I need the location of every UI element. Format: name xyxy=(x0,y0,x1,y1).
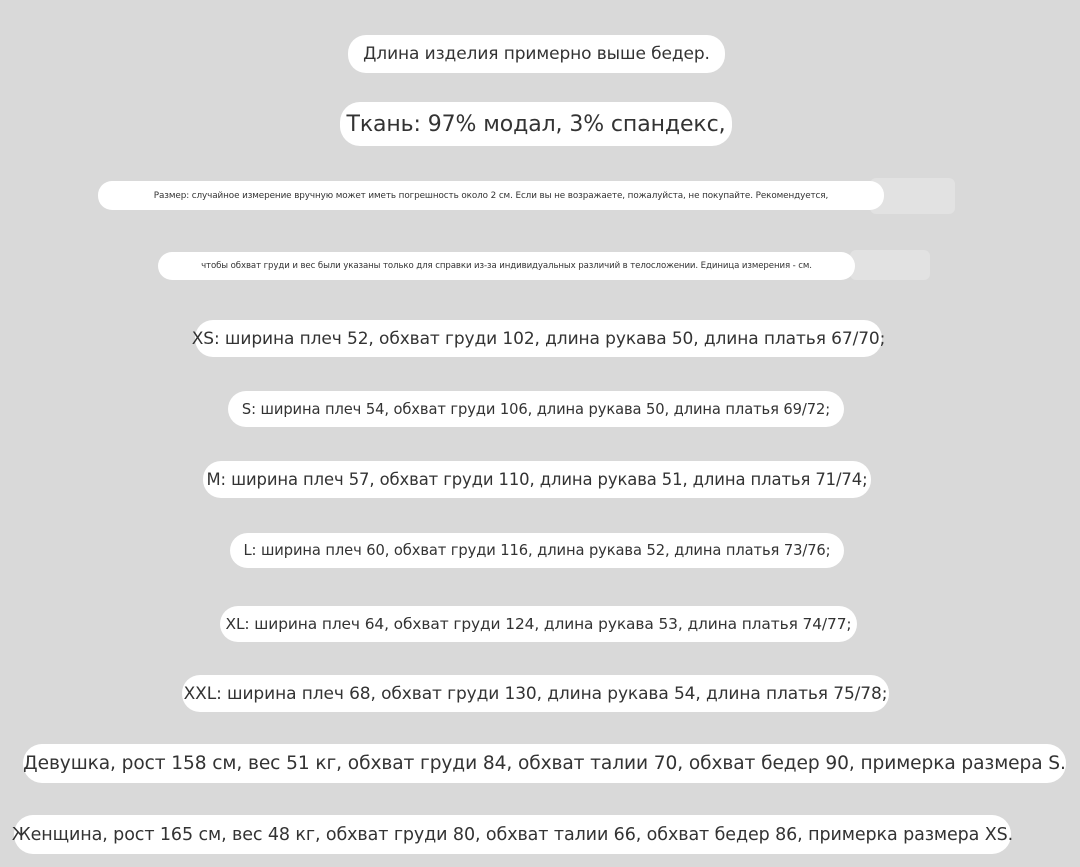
size-line-m: M: ширина плеч 57, обхват груди 110, длина рукава 51, длина платья 71/74; xyxy=(203,461,871,498)
size-line-s: S: ширина плеч 54, обхват груди 106, длина рукава 50, длина платья 69/72; xyxy=(228,391,844,427)
model-line-woman: Женщина, рост 165 см, вес 48 кг, обхват груди 80, обхват талии 66, обхват бедер 86, примерка размера XS. xyxy=(14,815,1011,854)
model-line-girl: Девушка, рост 158 см, вес 51 кг, обхват груди 84, обхват талии 70, обхват бедер 90, примерка размера S. xyxy=(23,744,1066,783)
description-line-size-note: Размер: случайное измерение вручную может иметь погрешность около 2 см. Если вы не возражаете, пожалуйста, не покупайте. Рекомендуется, xyxy=(98,181,884,210)
faded-background-block xyxy=(850,250,930,280)
size-line-xs: XS: ширина плеч 52, обхват груди 102, длина рукава 50, длина платья 67/70; xyxy=(195,320,882,357)
description-line-fabric: Ткань: 97% модал, 3% спандекс, xyxy=(340,102,732,146)
description-line-size-note-cont: чтобы обхват груди и вес были указаны только для справки из-за индивидуальных различий в телосложении. Единица измерения - см. xyxy=(158,252,855,280)
size-line-xl: XL: ширина плеч 64, обхват груди 124, длина рукава 53, длина платья 74/77; xyxy=(220,606,857,642)
size-line-l: L: ширина плеч 60, обхват груди 116, длина рукава 52, длина платья 73/76; xyxy=(230,533,844,568)
size-line-xxl: XXL: ширина плеч 68, обхват груди 130, длина рукава 54, длина платья 75/78; xyxy=(182,675,889,712)
description-line-length: Длина изделия примерно выше бедер. xyxy=(348,35,725,73)
